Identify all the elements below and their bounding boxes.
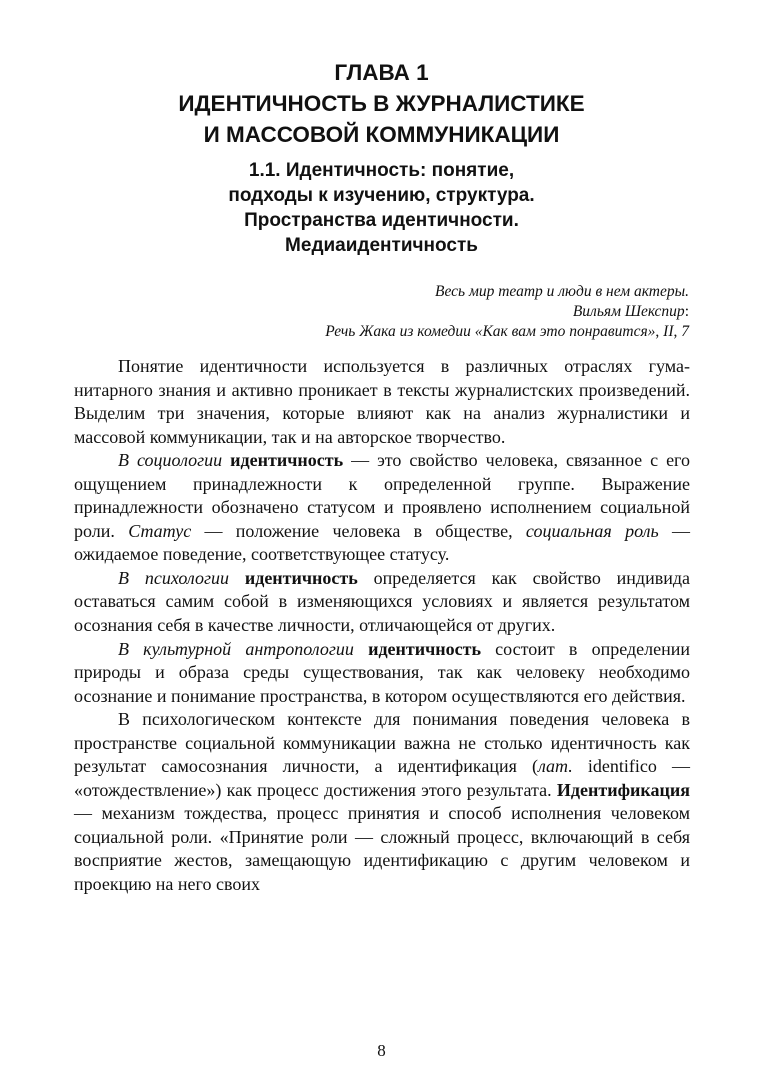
paragraph-2-term: идентичность (230, 450, 344, 471)
paragraph-2-text-3: — ожидаемое поведение, соответствующее статусу. (74, 520, 690, 565)
paragraph-4-lead: В культурной антропологии (118, 638, 354, 659)
chapter-label: ГЛАВА 1 (334, 60, 429, 85)
paragraph-4-term: идентичность (368, 638, 481, 659)
epigraph-source-act: II (663, 323, 674, 340)
paragraph-2-lead: В социологии (118, 450, 223, 471)
paragraph-3-text-1: определяется как свойство индивида оставаться самим собой в изменяющихся условиях и является результатом осознания себя в качестве личности, отличающейся от других. (74, 567, 690, 636)
epigraph-source-line (325, 322, 689, 342)
paragraph-5-term: Идентификация (556, 779, 690, 800)
epigraph-author-colon: : (684, 303, 689, 320)
epigraph-source: Речь Жака из комедии «Как вам это понравится» (325, 323, 656, 340)
paragraph-3-term: идентичность (244, 567, 358, 588)
epigraph-author-line (325, 302, 689, 322)
epigraph-quote: Весь мир театр и люди в нем актеры. (435, 283, 689, 300)
paragraph-4-text-1: состоит в определении природы и образа среды существования, так как человеку необходимо осознание и понимание пространства, в котором осуществляются его действия. (74, 638, 690, 706)
section-heading (0, 158, 763, 258)
section-title-line-3: Пространства идентичности. (244, 210, 519, 231)
paragraph-3-lead: В психологии (118, 567, 229, 588)
paragraph-2-role: социальная роль (525, 520, 659, 541)
epigraph-source-sep-2: , (673, 323, 682, 340)
chapter-heading (0, 57, 763, 150)
paragraph-2-text-1: — это свойство человека, связанное с его ощущением принадлежности к определенной группе. Выражение принадлежности обозначено статусом и проявлено исполнением социальной роли. (74, 450, 690, 541)
section-title-line-2: подходы к изучению, структура. (228, 185, 535, 206)
paragraph-3-space (229, 568, 245, 588)
chapter-title-line-1: ИДЕНТИЧНОСТЬ В ЖУРНАЛИСТИКЕ (178, 91, 585, 116)
section-title-line-1: 1.1. Идентичность: понятие, (248, 160, 515, 181)
epigraph-source-sep: , (655, 323, 664, 340)
section-title-line-4: Медиаидентичность (285, 235, 478, 256)
paragraph-4 (74, 638, 690, 709)
paragraph-4-space (354, 639, 368, 659)
paragraph-2-space (222, 450, 230, 470)
paragraph-2 (74, 449, 690, 567)
paragraph-5-text-1: В психологическом контексте для понимания поведения человека в пространстве социальной коммуникации важна не столько идентичность как результат самосознания личности, а идентификация ( (74, 709, 690, 777)
body-text (74, 355, 690, 897)
chapter-title-line-2: И МАССОВОЙ КОММУНИКАЦИИ (203, 122, 560, 147)
epigraph-source-scene: 7 (681, 323, 689, 340)
paragraph-2-text-2: — положение человека в обществе, (191, 520, 526, 541)
paragraph-1: Понятие идентичности используется в различных отраслях гуманитарного знания и активно проникает в тексты журналистских произведений. Выделим три значения, которые влияют как на анализ журналистики и массовой коммуникации, так и на авторское творчество. (74, 356, 690, 447)
paragraph-5-text-3: — механизм тождества, процесс принятия и способ исполнения человеком социальной роли. «Принятие роли — сложный процесс, включающий в себя восприятие жестов, замещающую идентификацию с другим человеком и проекцию на него своих (74, 803, 690, 895)
paragraph-2-status: Статус (128, 520, 192, 541)
paragraph-5 (74, 708, 690, 896)
epigraph-author: Вильям Шекспир (572, 303, 685, 320)
epigraph (325, 282, 689, 342)
paragraph-5-lat: лат. (537, 756, 573, 777)
paragraph-5-text-2: identifico — «отождествление») как процесс достижения этого результата. (74, 756, 690, 800)
paragraph-3 (74, 567, 690, 638)
page-number: 8 (377, 1041, 386, 1060)
